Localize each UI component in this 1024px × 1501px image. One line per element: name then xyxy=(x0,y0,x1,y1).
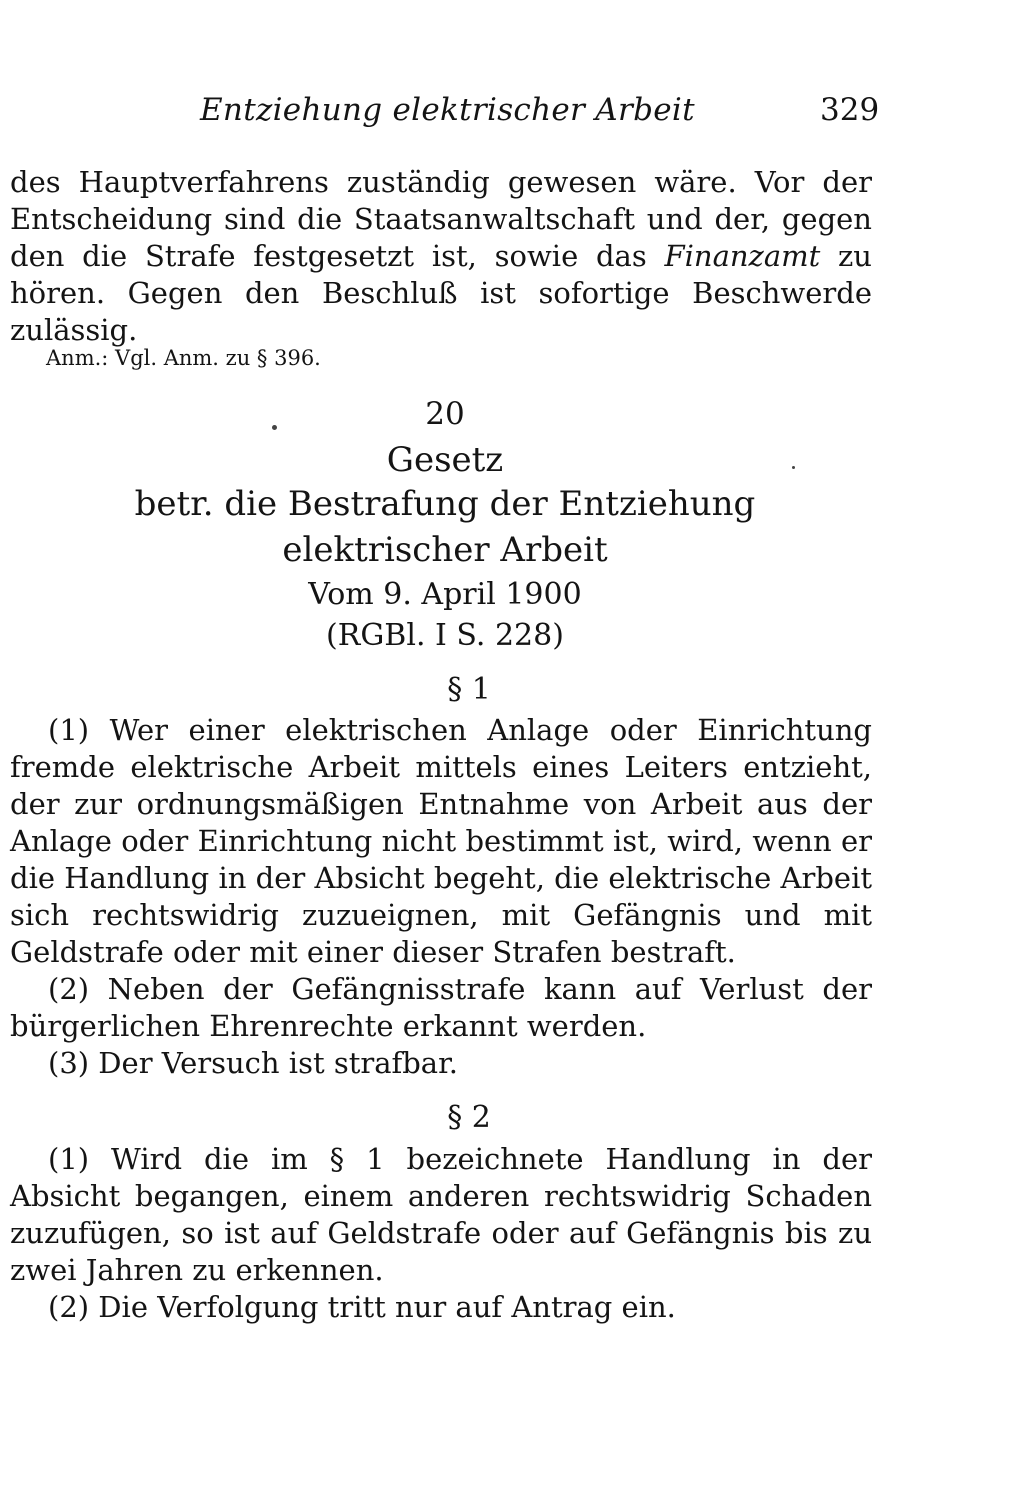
page-number: 329 xyxy=(820,92,880,128)
law-source: (RGBl. I S. 228) xyxy=(326,618,564,653)
law-title-line-1: betr. die Bestrafung der Entziehung xyxy=(134,484,756,524)
section-2-body xyxy=(10,1141,872,1326)
law-date: Vom 9. April 1900 xyxy=(308,577,582,612)
intro-text xyxy=(10,164,872,349)
running-title: Entziehung elektrischer Arbeit xyxy=(200,92,695,128)
section-1-heading: § 1 xyxy=(447,672,491,707)
section-2-heading: § 2 xyxy=(447,1100,491,1135)
page-header xyxy=(0,92,1024,136)
section-1-body xyxy=(10,712,872,1082)
annotation-note: Anm.: Vgl. Anm. zu § 396. xyxy=(46,346,321,370)
intro-text-end: zu hören. Gegen den Beschluß ist sofortige Beschwerde zulässig. xyxy=(10,239,872,347)
section-1-paragraph-3: (3) Der Versuch ist strafbar. xyxy=(48,1046,458,1080)
section-2-paragraph-2: (2) Die Verfolgung tritt nur auf Antrag ein. xyxy=(48,1290,676,1324)
law-kind: Gesetz xyxy=(386,440,504,480)
law-title-line-2: elektrischer Arbeit xyxy=(282,530,608,570)
law-title xyxy=(0,481,890,573)
intro-italic-word: Finanzamt xyxy=(664,239,821,273)
intro-paragraph xyxy=(10,164,872,349)
section-1-paragraph-1: (1) Wer einer elektrischen Anlage oder Einrichtung fremde elektrische Arbeit mittels eines Leiters entzieht, der zur ordnungsmäßigen Entnahme von Arbeit aus der Anlage oder Einrichtung nicht bestimmt ist, wird, wenn er die Handlung in der Absicht begeht, die elektrische Arbeit sich rechtswidrig zuzueignen, mit Gefängnis und mit Geldstrafe oder mit einer dieser Strafen bestraft. xyxy=(10,713,872,969)
law-number: 20 xyxy=(425,396,465,432)
section-1-paragraph-2: (2) Neben der Gefängnisstrafe kann auf Verlust der bürgerlichen Ehrenrechte erkannt werden. xyxy=(10,972,872,1043)
section-2-paragraph-1: (1) Wird die im § 1 bezeichnete Handlung in der Absicht begangen, einem anderen rechtswidrig Schaden zuzufügen, so ist auf Geldstrafe oder auf Gefängnis bis zu zwei Jahren zu erkennen. xyxy=(10,1142,872,1287)
intro-text-start: des Hauptverfahrens zuständig gewesen wäre. Vor der Entscheidung sind die Staatsanwaltschaft und der, gegen den die Strafe festgesetzt ist, sowie das xyxy=(10,165,872,273)
